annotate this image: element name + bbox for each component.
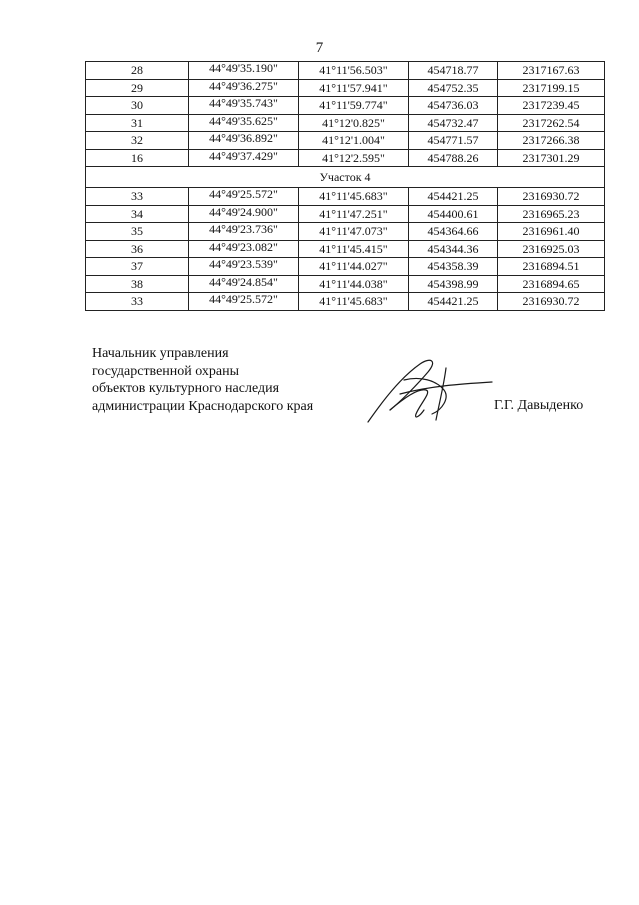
signer-position-line: администрации Краснодарского края [92, 398, 314, 414]
point-number-cell: 29 [86, 79, 189, 97]
x-coordinate-cell: 454398.99 [409, 275, 498, 293]
coordinates-table-body [86, 62, 605, 311]
table-row [86, 223, 605, 241]
longitude-cell: 41°11'47.251" [299, 205, 409, 223]
x-coordinate-cell: 454358.39 [409, 258, 498, 276]
point-number-cell: 31 [86, 114, 189, 132]
table-row [86, 149, 605, 167]
x-coordinate-cell: 454400.61 [409, 205, 498, 223]
table-row [86, 293, 605, 311]
y-coordinate-cell: 2316930.72 [498, 293, 605, 311]
y-coordinate-cell: 2316961.40 [498, 223, 605, 241]
y-coordinate-cell: 2316930.72 [498, 188, 605, 206]
y-coordinate-cell: 2316894.65 [498, 275, 605, 293]
latitude-cell: 44°49'35.190" [189, 62, 299, 80]
table-row [86, 97, 605, 115]
point-number-cell: 33 [86, 188, 189, 206]
latitude-cell: 44°49'35.625" [189, 114, 299, 132]
x-coordinate-cell: 454752.35 [409, 79, 498, 97]
y-coordinate-cell: 2317239.45 [498, 97, 605, 115]
longitude-cell: 41°11'57.941" [299, 79, 409, 97]
longitude-cell: 41°11'45.683" [299, 293, 409, 311]
table-row [86, 205, 605, 223]
point-number-cell: 37 [86, 258, 189, 276]
longitude-cell: 41°12'2.595" [299, 149, 409, 167]
signer-position-line: объектов культурного наследия [92, 381, 280, 396]
x-coordinate-cell: 454718.77 [409, 62, 498, 80]
y-coordinate-cell: 2316925.03 [498, 240, 605, 258]
y-coordinate-cell: 2316894.51 [498, 258, 605, 276]
longitude-cell: 41°11'56.503" [299, 62, 409, 80]
y-coordinate-cell: 2317262.54 [498, 114, 605, 132]
x-coordinate-cell: 454771.57 [409, 132, 498, 150]
latitude-cell: 44°49'23.082" [189, 240, 299, 258]
signature-block [92, 345, 313, 415]
table-row [86, 240, 605, 258]
table-row [86, 258, 605, 276]
x-coordinate-cell: 454788.26 [409, 149, 498, 167]
x-coordinate-cell: 454732.47 [409, 114, 498, 132]
signer-position-line: Начальник управления [92, 346, 229, 361]
longitude-cell: 41°12'0.825" [299, 114, 409, 132]
point-number-cell: 30 [86, 97, 189, 115]
latitude-cell: 44°49'36.275" [189, 79, 299, 97]
y-coordinate-cell: 2317167.63 [498, 62, 605, 80]
x-coordinate-cell: 454421.25 [409, 188, 498, 206]
y-coordinate-cell: 2316965.23 [498, 205, 605, 223]
y-coordinate-cell: 2317266.38 [498, 132, 605, 150]
longitude-cell: 41°11'44.027" [299, 258, 409, 276]
longitude-cell: 41°11'59.774" [299, 97, 409, 115]
table-row [86, 79, 605, 97]
section-row [86, 167, 605, 188]
x-coordinate-cell: 454736.03 [409, 97, 498, 115]
signer-name: Г.Г. Давыденко [494, 398, 584, 413]
table-row [86, 188, 605, 206]
longitude-cell: 41°11'45.415" [299, 240, 409, 258]
longitude-cell: 41°11'44.038" [299, 275, 409, 293]
longitude-cell: 41°11'47.073" [299, 223, 409, 241]
point-number-cell: 35 [86, 223, 189, 241]
table-row [86, 114, 605, 132]
signer-position-line: государственной охраны [92, 363, 240, 379]
y-coordinate-cell: 2317199.15 [498, 79, 605, 97]
point-number-cell: 38 [86, 275, 189, 293]
point-number-cell: 32 [86, 132, 189, 150]
table-row [86, 132, 605, 150]
point-number-cell: 16 [86, 149, 189, 167]
point-number-cell: 34 [86, 205, 189, 223]
longitude-cell: 41°12'1.004" [299, 132, 409, 150]
x-coordinate-cell: 454344.36 [409, 240, 498, 258]
latitude-cell: 44°49'24.854" [189, 275, 299, 293]
table-row [86, 62, 605, 80]
x-coordinate-cell: 454421.25 [409, 293, 498, 311]
point-number-cell: 33 [86, 293, 189, 311]
handwritten-signature [360, 350, 495, 430]
latitude-cell: 44°49'23.736" [189, 223, 299, 241]
latitude-cell: 44°49'37.429" [189, 149, 299, 167]
table-row [86, 275, 605, 293]
latitude-cell: 44°49'36.892" [189, 132, 299, 150]
longitude-cell: 41°11'45.683" [299, 188, 409, 206]
y-coordinate-cell: 2317301.29 [498, 149, 605, 167]
point-number-cell: 36 [86, 240, 189, 258]
x-coordinate-cell: 454364.66 [409, 223, 498, 241]
latitude-cell: 44°49'35.743" [189, 97, 299, 115]
latitude-cell: 44°49'25.572" [189, 188, 299, 206]
latitude-cell: 44°49'24.900" [189, 205, 299, 223]
section-title: Участок 4 [86, 167, 605, 188]
latitude-cell: 44°49'25.572" [189, 293, 299, 311]
coordinates-table [85, 61, 605, 311]
latitude-cell: 44°49'23.539" [189, 258, 299, 276]
point-number-cell: 28 [86, 62, 189, 80]
page-number: 7 [315, 40, 324, 56]
